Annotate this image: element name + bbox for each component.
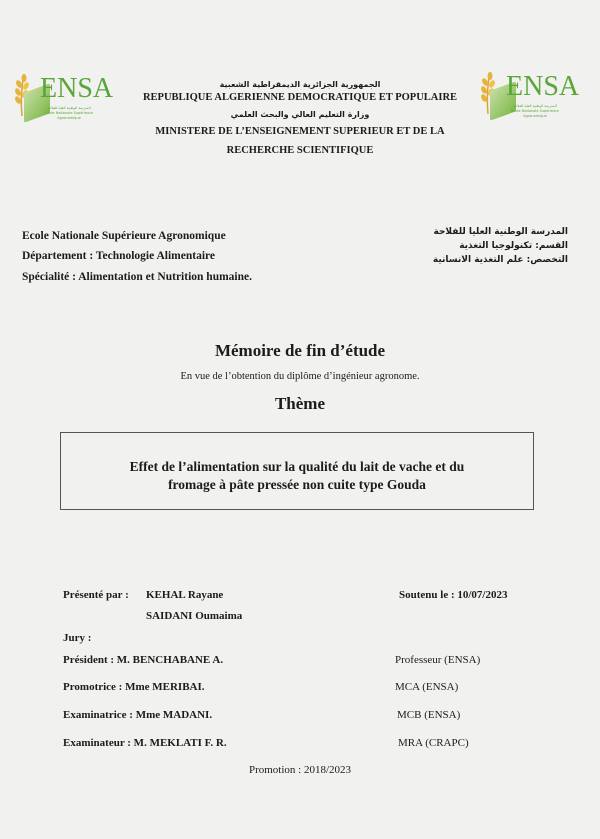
presented-by-label: Présenté par : [63, 589, 129, 601]
ministry-arabic: وزارة التعليم العالي والبحث العلمي [230, 110, 370, 119]
ensa-logo-right [476, 68, 580, 124]
thesis-title-box [60, 432, 534, 510]
document-type: Mémoire de fin d’étude [214, 341, 386, 360]
ensa-logo-left [10, 70, 114, 126]
department-arabic: القسم: تكنولوجيا التغذية [459, 241, 568, 251]
jury-rank-examiner-1: MCB (ENSA) [397, 709, 461, 721]
theme-label: Thème [274, 394, 326, 413]
document-purpose: En vue de l’obtention du diplôme d’ingénieur agronome. [180, 371, 420, 382]
thesis-title-line1: Effet de l’alimentation sur la qualité du lait de vache et du [129, 459, 465, 474]
jury-label: Jury : [63, 632, 92, 644]
promotion: Promotion : 2018/2023 [248, 764, 352, 776]
logo-subtitle: المدرسة الوطنية العليا للفلاحة Ecole Nationale Supérieure Agronomique [45, 106, 93, 120]
logo-subtitle: المدرسة الوطنية العليا للفلاحة Ecole Nationale Supérieure Agronomique [511, 104, 559, 118]
department: Département : Technologie Alimentaire [22, 250, 216, 262]
author-name: SAIDANI Oumaima [146, 610, 243, 622]
republic-arabic: الجمهورية الجزائرية الديمقراطية الشعبية [219, 80, 381, 89]
specialty: Spécialité : Alimentation et Nutrition humaine. [22, 271, 252, 283]
author-name: KEHAL Rayane [146, 589, 224, 601]
logo-text: ENSA [40, 73, 114, 104]
jury-member-president: Président : M. BENCHABANE A. [63, 654, 224, 666]
defense-date: Soutenu le : 10/07/2023 [399, 589, 508, 601]
jury-member-supervisor: Promotrice : Mme MERIBAI. [63, 681, 205, 693]
jury-member-examiner-1: Examinatrice : Mme MADANI. [63, 709, 213, 721]
ministry-french-line2: RECHERCHE SCIENTIFIQUE [226, 145, 374, 156]
jury-rank-examiner-2: MRA (CRAPC) [398, 737, 469, 749]
thesis-title [61, 458, 533, 494]
school-name-arabic: المدرسة الوطنية العليا للفلاحة [433, 227, 568, 237]
thesis-title-line2: fromage à pâte pressée non cuite type Gouda [168, 477, 426, 492]
republic-french: REPUBLIQUE ALGERIENNE DEMOCRATIQUE ET POPULAIRE [142, 92, 458, 103]
jury-rank-president: Professeur (ENSA) [395, 654, 481, 666]
logo-text: ENSA [506, 71, 580, 102]
jury-rank-supervisor: MCA (ENSA) [395, 681, 459, 693]
jury-member-examiner-2: Examinateur : M. MEKLATI F. R. [63, 737, 227, 749]
ministry-french-line1: MINISTERE DE L’ENSEIGNEMENT SUPERIEUR ET DE LA [155, 126, 445, 137]
specialty-arabic: التخصص: علم التغذية الانسانية [432, 255, 568, 265]
school-name: Ecole Nationale Supérieure Agronomique [22, 230, 226, 242]
